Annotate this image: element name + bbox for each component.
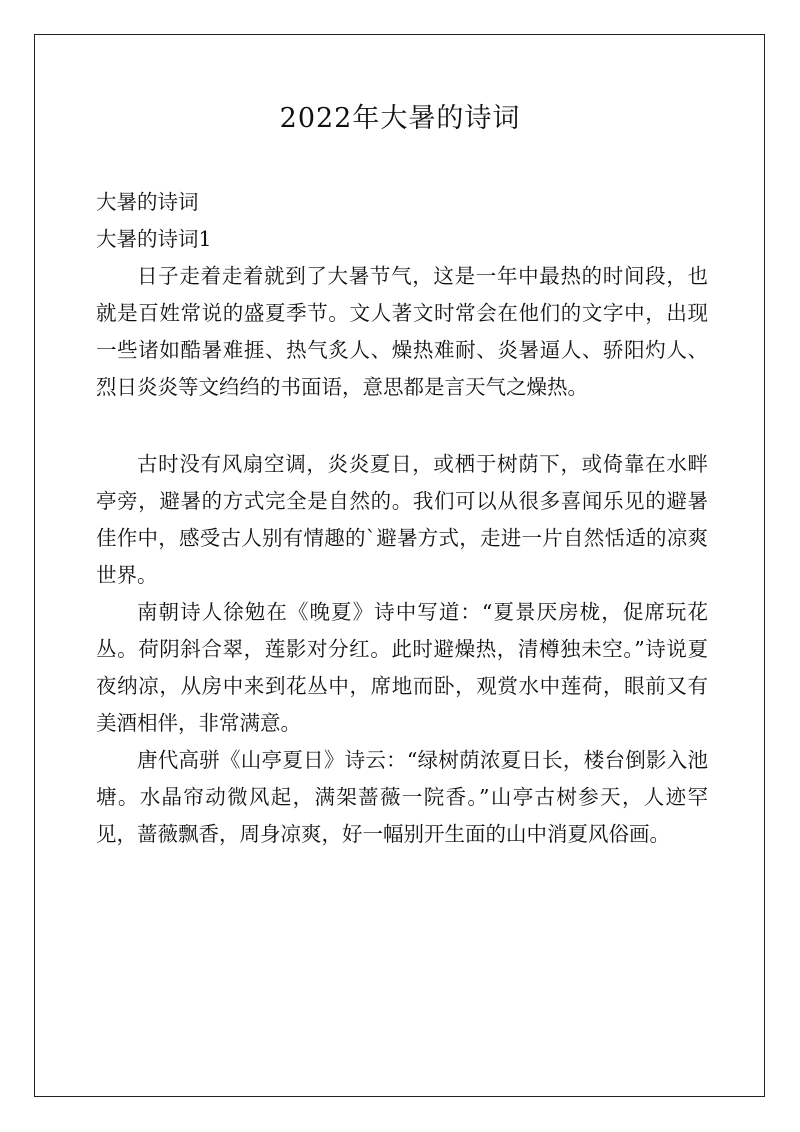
paragraph-2: 古时没有风扇空调，炎炎夏日，或栖于树荫下，或倚靠在水畔亭旁，避暑的方式完全是自然的。我们可以从很多喜闻乐见的避暑佳作中，感受古人别有情趣的`避暑方式，走进一片自然恬适的凉爽世界。 <box>96 452 708 587</box>
document-body <box>96 184 708 853</box>
subsection-heading: 大暑的诗词1 <box>96 227 212 251</box>
paragraph-4: 唐代高骈《山亭夏日》诗云：“绿树荫浓夏日长，楼台倒影入池塘。水晶帘动微风起，满架蔷薇一院香。”山亭古树参天，人迹罕见，蔷薇飘香，周身凉爽，好一幅别开生面的山中消夏风俗画。 <box>96 748 708 846</box>
document-title: 2022年大暑的诗词 <box>279 103 521 134</box>
section-heading: 大暑的诗词 <box>96 190 199 214</box>
paragraph-1: 日子走着走着就到了大暑节气，这是一年中最热的时间段，也就是百姓常说的盛夏季节。文人著文时常会在他们的文字中，出现一些诸如酷暑难捱、热气炙人、燥热难耐、炎暑逼人、骄阳灼人、烈日炎炎等文绉绉的书面语，意思都是言天气之燥热。 <box>96 264 708 399</box>
paragraph-spacer <box>96 406 708 446</box>
paragraph-3: 南朝诗人徐勉在《晚夏》诗中写道：“夏景厌房栊，促席玩花丛。荷阴斜合翠，莲影对分红。此时避燥热，清樽独未空。”诗说夏夜纳凉，从房中来到花丛中，席地而卧，观赏水中莲荷，眼前又有美酒相伴，非常满意。 <box>96 600 708 735</box>
